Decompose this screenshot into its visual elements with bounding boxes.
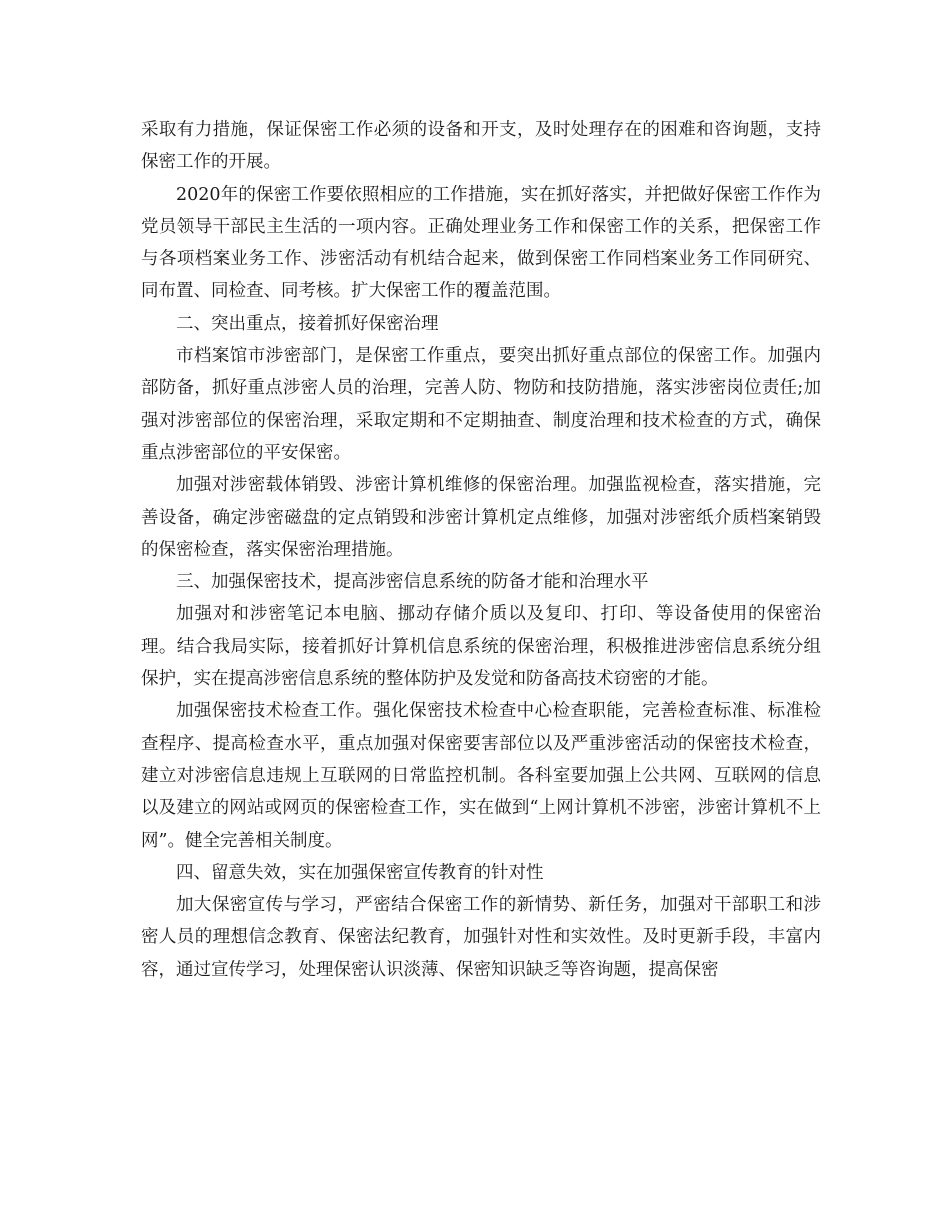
paragraph-device-management: 加强对和涉密笔记本电脑、挪动存储介质以及复印、打印、等设备使用的保密治理。结合我局实际，接着抓好计算机信息系统的保密治理，积极推进涉密信息系统分组保护，实在提高涉密信息系统的整体防护及发觉和防备高技术窃密的才能。 — [141, 604, 821, 690]
document-body — [141, 114, 821, 986]
paragraph-technical-inspection: 加强保密技术检查工作。强化保密技术检查中心检查职能，完善检查标准、标准检查程序、提高检查水平，重点加强对保密要害部位以及严重涉密活动的保密技术检查，建立对涉密信息违规上互联网的日常监控机制。各科室要加强上公共网、互联网的信息以及建立的网站或网页的保密检查工作，实在做到“上网计算机不涉密，涉密计算机不上网”。健全完善相关制度。 — [141, 701, 821, 851]
section-heading-3: 三、加强保密技术，提高涉密信息系统的防备才能和治理水平 — [176, 572, 649, 593]
paragraph-2020-work: 2020年的保密工作要依照相应的工作措施，实在抓好落实，并把做好保密工作作为党员领导干部民主生活的一项内容。正确处理业务工作和保密工作的关系，把保密工作与各项档案业务工作、涉密活动有机结合起来，做到保密工作同档案业务工作同研究、同布置、同检查、同考核。扩大保密工作的覆盖范围。 — [141, 184, 821, 302]
paragraph-continuation: 采取有力措施，保证保密工作必须的设备和开支，及时处理存在的困难和咨询题，支持保密工作的开展。 — [141, 120, 821, 173]
section-heading-4: 四、留意失效，实在加强保密宣传教育的针对性 — [176, 862, 544, 883]
paragraph-education: 加大保密宣传与学习，严密结合保密工作的新情势、新任务，加强对干部职工和涉密人员的理想信念教育、保密法纪教育，加强针对性和实效性。及时更新手段，丰富内容，通过宣传学习，处理保密认识淡薄、保密知识缺乏等咨询题，提高保密 — [141, 895, 821, 980]
section-heading-2: 二、突出重点，接着抓好保密治理 — [176, 313, 439, 334]
paragraph-archive-key-departments: 市档案馆市涉密部门，是保密工作重点，要突出抓好重点部位的保密工作。加强内部防备，抓好重点涉密人员的治理，完善人防、物防和技防措施，落实涉密岗位责任;加强对涉密部位的保密治理，采取定期和不定期抽查、制度治理和技术检查的方式，确保重点涉密部位的平安保密。 — [141, 346, 821, 463]
paragraph-carrier-destruction: 加强对涉密载体销毁、涉密计算机维修的保密治理。加强监视检查，落实措施，完善设备，确定涉密磁盘的定点销毁和涉密计算机定点维修，加强对涉密纸介质档案销毁的保密检查，落实保密治理措施。 — [141, 475, 821, 560]
